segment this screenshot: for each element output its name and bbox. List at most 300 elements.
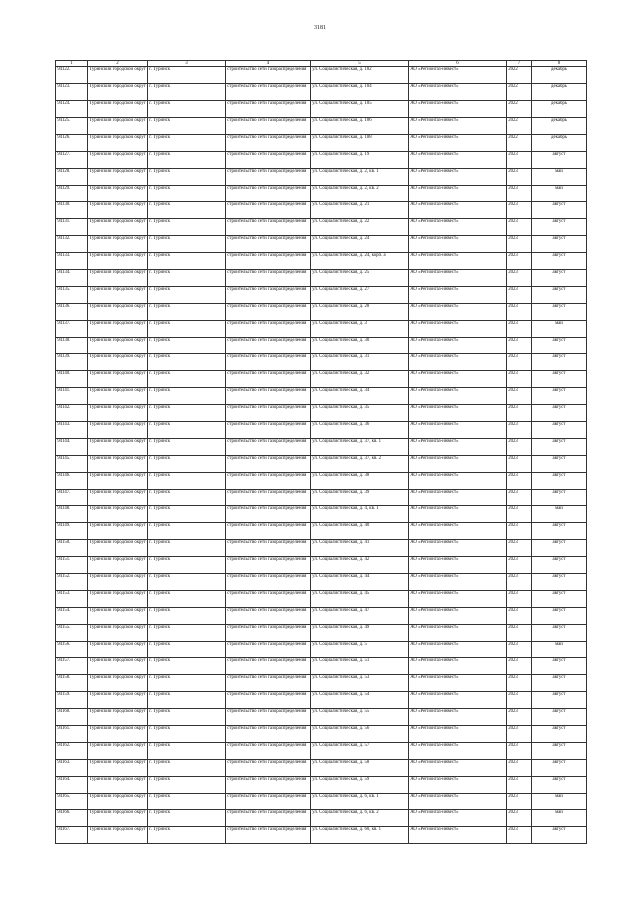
address-cell: ул. Социалистическая, д. 25 (311, 269, 409, 286)
municipality-cell: Туринский городской округ (88, 472, 148, 489)
address-cell: ул. Социалистическая, д. 55 (311, 709, 409, 726)
municipality-cell: Туринский городской округ (88, 523, 148, 540)
year-cell: 2023 (507, 455, 532, 472)
row-number-cell: 94141. (56, 388, 88, 405)
row-number-cell: 94126. (56, 134, 88, 151)
work-type-cell: строительство сети газораспределения (226, 742, 311, 759)
municipality-cell: Туринский городской округ (88, 776, 148, 793)
table-row (56, 185, 587, 202)
table-row (56, 253, 587, 270)
municipality-cell: Туринский городской округ (88, 303, 148, 320)
table-row (56, 624, 587, 641)
organization-cell: АО «Регионгаз-инвест» (409, 371, 507, 388)
work-type-cell: строительство сети газораспределения (226, 236, 311, 253)
year-cell: 2023 (507, 827, 532, 844)
organization-cell: АО «Регионгаз-инвест» (409, 303, 507, 320)
year-cell: 2023 (507, 658, 532, 675)
organization-cell: АО «Регионгаз-инвест» (409, 675, 507, 692)
month-cell: август (532, 303, 587, 320)
row-number-cell: 94142. (56, 405, 88, 422)
settlement-cell: г. Туринск (148, 286, 226, 303)
settlement-cell: г. Туринск (148, 84, 226, 101)
work-type-cell: строительство сети газораспределения (226, 776, 311, 793)
address-cell: ул. Социалистическая, д. 53 (311, 675, 409, 692)
month-cell: август (532, 337, 587, 354)
table-row (56, 151, 587, 168)
year-cell: 2023 (507, 472, 532, 489)
table-row (56, 675, 587, 692)
organization-cell: АО «Регионгаз-инвест» (409, 151, 507, 168)
settlement-cell: г. Туринск (148, 489, 226, 506)
settlement-cell: г. Туринск (148, 320, 226, 337)
year-cell: 2023 (507, 624, 532, 641)
address-cell: ул. Социалистическая, д. 3 (311, 320, 409, 337)
address-cell: ул. Социалистическая, д. 42 (311, 557, 409, 574)
work-type-cell: строительство сети газораспределения (226, 793, 311, 810)
row-number-cell: 94166. (56, 810, 88, 827)
row-number-cell: 94163. (56, 759, 88, 776)
address-cell: ул. Социалистическая, д. 44 (311, 574, 409, 591)
row-number-cell: 94159. (56, 692, 88, 709)
address-cell: ул. Социалистическая, д. 57 (311, 742, 409, 759)
organization-cell: АО «Регионгаз-инвест» (409, 320, 507, 337)
month-cell: август (532, 827, 587, 844)
organization-cell: АО «Регионгаз-инвест» (409, 168, 507, 185)
month-cell: декабрь (532, 134, 587, 151)
address-cell: ул. Социалистическая, д. 184 (311, 84, 409, 101)
address-cell: ул. Социалистическая, д. 19 (311, 151, 409, 168)
table-row (56, 422, 587, 439)
year-cell: 2023 (507, 489, 532, 506)
year-cell: 2022 (507, 84, 532, 101)
table-row (56, 269, 587, 286)
row-number-cell: 94144. (56, 438, 88, 455)
settlement-cell: г. Туринск (148, 692, 226, 709)
address-cell: ул. Социалистическая, д. 5 (311, 641, 409, 658)
table-row (56, 742, 587, 759)
work-type-cell: строительство сети газораспределения (226, 371, 311, 388)
municipality-cell: Туринский городской округ (88, 236, 148, 253)
year-cell: 2023 (507, 185, 532, 202)
address-cell: ул. Социалистическая, д. 39 (311, 489, 409, 506)
address-cell: ул. Социалистическая, д. 54 (311, 692, 409, 709)
settlement-cell: г. Туринск (148, 202, 226, 219)
work-type-cell: строительство сети газораспределения (226, 574, 311, 591)
municipality-cell: Туринский городской округ (88, 219, 148, 236)
address-cell: ул. Социалистическая, д. 49 (311, 624, 409, 641)
month-cell: август (532, 540, 587, 557)
municipality-cell: Туринский городской округ (88, 168, 148, 185)
year-cell: 2023 (507, 269, 532, 286)
work-type-cell: строительство сети газораспределения (226, 726, 311, 743)
month-cell: август (532, 523, 587, 540)
month-cell: август (532, 371, 587, 388)
work-type-cell: строительство сети газораспределения (226, 101, 311, 118)
municipality-cell: Туринский городской округ (88, 151, 148, 168)
work-type-cell: строительство сети газораспределения (226, 827, 311, 844)
row-number-cell: 94137. (56, 320, 88, 337)
month-cell: август (532, 675, 587, 692)
year-cell: 2023 (507, 320, 532, 337)
municipality-cell: Туринский городской округ (88, 759, 148, 776)
settlement-cell: г. Туринск (148, 438, 226, 455)
municipality-cell: Туринский городской округ (88, 590, 148, 607)
month-cell: август (532, 388, 587, 405)
row-number-cell: 94146. (56, 472, 88, 489)
address-cell: ул. Социалистическая, д. 182 (311, 67, 409, 84)
address-cell: ул. Социалистическая, д. 36 (311, 422, 409, 439)
work-type-cell: строительство сети газораспределения (226, 286, 311, 303)
settlement-cell: г. Туринск (148, 101, 226, 118)
table-row (56, 371, 587, 388)
work-type-cell: строительство сети газораспределения (226, 624, 311, 641)
table-row (56, 202, 587, 219)
year-cell: 2023 (507, 776, 532, 793)
row-number-cell: 94143. (56, 422, 88, 439)
row-number-cell: 94153. (56, 590, 88, 607)
table-row (56, 776, 587, 793)
year-cell: 2023 (507, 388, 532, 405)
row-number-cell: 94124. (56, 101, 88, 118)
address-cell: ул. Социалистическая, д. 37, кв. 2 (311, 455, 409, 472)
organization-cell: АО «Регионгаз-инвест» (409, 101, 507, 118)
year-cell: 2023 (507, 574, 532, 591)
work-type-cell: строительство сети газораспределения (226, 506, 311, 523)
gas-network-table (55, 60, 587, 844)
year-cell: 2023 (507, 354, 532, 371)
year-cell: 2023 (507, 371, 532, 388)
table-row (56, 236, 587, 253)
municipality-cell: Туринский городской округ (88, 320, 148, 337)
table-row (56, 405, 587, 422)
work-type-cell: строительство сети газораспределения (226, 388, 311, 405)
year-cell: 2023 (507, 253, 532, 270)
work-type-cell: строительство сети газораспределения (226, 658, 311, 675)
year-cell: 2023 (507, 793, 532, 810)
settlement-cell: г. Туринск (148, 624, 226, 641)
month-cell: май (532, 168, 587, 185)
month-cell: август (532, 607, 587, 624)
year-cell: 2023 (507, 759, 532, 776)
address-cell: ул. Социалистическая, д. 6, кв. 1 (311, 793, 409, 810)
municipality-cell: Туринский городской округ (88, 117, 148, 134)
settlement-cell: г. Туринск (148, 151, 226, 168)
settlement-cell: г. Туринск (148, 641, 226, 658)
settlement-cell: г. Туринск (148, 523, 226, 540)
settlement-cell: г. Туринск (148, 810, 226, 827)
table-row (56, 354, 587, 371)
row-number-cell: 94136. (56, 303, 88, 320)
address-cell: ул. Социалистическая, д. 4, кв. 1 (311, 506, 409, 523)
municipality-cell: Туринский городской округ (88, 793, 148, 810)
municipality-cell: Туринский городской округ (88, 489, 148, 506)
settlement-cell: г. Туринск (148, 168, 226, 185)
work-type-cell: строительство сети газораспределения (226, 709, 311, 726)
organization-cell: АО «Регионгаз-инвест» (409, 810, 507, 827)
settlement-cell: г. Туринск (148, 236, 226, 253)
settlement-cell: г. Туринск (148, 455, 226, 472)
settlement-cell: г. Туринск (148, 269, 226, 286)
organization-cell: АО «Регионгаз-инвест» (409, 489, 507, 506)
organization-cell: АО «Регионгаз-инвест» (409, 692, 507, 709)
table-row (56, 489, 587, 506)
month-cell: май (532, 641, 587, 658)
work-type-cell: строительство сети газораспределения (226, 320, 311, 337)
organization-cell: АО «Регионгаз-инвест» (409, 337, 507, 354)
work-type-cell: строительство сети газораспределения (226, 219, 311, 236)
settlement-cell: г. Туринск (148, 557, 226, 574)
address-cell: ул. Социалистическая, д. 40 (311, 523, 409, 540)
month-cell: август (532, 590, 587, 607)
address-cell: ул. Социалистическая, д. 34 (311, 388, 409, 405)
municipality-cell: Туринский городской округ (88, 742, 148, 759)
organization-cell: АО «Регионгаз-инвест» (409, 776, 507, 793)
municipality-cell: Туринский городской округ (88, 388, 148, 405)
table-row (56, 692, 587, 709)
organization-cell: АО «Регионгаз-инвест» (409, 84, 507, 101)
municipality-cell: Туринский городской округ (88, 675, 148, 692)
municipality-cell: Туринский городской округ (88, 286, 148, 303)
settlement-cell: г. Туринск (148, 337, 226, 354)
month-cell: май (532, 185, 587, 202)
year-cell: 2023 (507, 810, 532, 827)
year-cell: 2023 (507, 590, 532, 607)
organization-cell: АО «Регионгаз-инвест» (409, 134, 507, 151)
municipality-cell: Туринский городской округ (88, 422, 148, 439)
settlement-cell: г. Туринск (148, 117, 226, 134)
year-cell: 2023 (507, 692, 532, 709)
column-number-8: 8 (532, 61, 587, 67)
address-cell: ул. Социалистическая, д. 27 (311, 286, 409, 303)
settlement-cell: г. Туринск (148, 134, 226, 151)
address-cell: ул. Социалистическая, д. 24, корп. а (311, 253, 409, 270)
month-cell: август (532, 455, 587, 472)
month-cell: август (532, 726, 587, 743)
municipality-cell: Туринский городской округ (88, 726, 148, 743)
organization-cell: АО «Регионгаз-инвест» (409, 624, 507, 641)
year-cell: 2022 (507, 134, 532, 151)
municipality-cell: Туринский городской округ (88, 269, 148, 286)
month-cell: август (532, 776, 587, 793)
settlement-cell: г. Туринск (148, 793, 226, 810)
row-number-cell: 94157. (56, 658, 88, 675)
address-cell: ул. Социалистическая, д. 38 (311, 472, 409, 489)
address-cell: ул. Социалистическая, д. 31 (311, 354, 409, 371)
table-row (56, 438, 587, 455)
address-cell: ул. Социалистическая, д. 59 (311, 776, 409, 793)
month-cell: декабрь (532, 84, 587, 101)
organization-cell: АО «Регионгаз-инвест» (409, 202, 507, 219)
address-cell: ул. Социалистическая, д. 51 (311, 658, 409, 675)
row-number-cell: 94133. (56, 253, 88, 270)
organization-cell: АО «Регионгаз-инвест» (409, 658, 507, 675)
municipality-cell: Туринский городской округ (88, 506, 148, 523)
work-type-cell: строительство сети газораспределения (226, 607, 311, 624)
settlement-cell: г. Туринск (148, 371, 226, 388)
row-number-cell: 94158. (56, 675, 88, 692)
address-cell: ул. Социалистическая, д. 2, кв. 1 (311, 168, 409, 185)
municipality-cell: Туринский городской округ (88, 658, 148, 675)
month-cell: август (532, 557, 587, 574)
row-number-cell: 94138. (56, 337, 88, 354)
work-type-cell: строительство сети газораспределения (226, 641, 311, 658)
work-type-cell: строительство сети газораспределения (226, 489, 311, 506)
municipality-cell: Туринский городской округ (88, 574, 148, 591)
table-row (56, 658, 587, 675)
address-cell: ул. Социалистическая, д. 24 (311, 236, 409, 253)
month-cell: май (532, 506, 587, 523)
work-type-cell: строительство сети газораспределения (226, 84, 311, 101)
municipality-cell: Туринский городской округ (88, 810, 148, 827)
address-cell: ул. Социалистическая, д. 185 (311, 101, 409, 118)
table-row (56, 472, 587, 489)
month-cell: май (532, 320, 587, 337)
work-type-cell: строительство сети газораспределения (226, 168, 311, 185)
settlement-cell: г. Туринск (148, 574, 226, 591)
organization-cell: АО «Регионгаз-инвест» (409, 709, 507, 726)
municipality-cell: Туринский городской округ (88, 827, 148, 844)
table-row (56, 827, 587, 844)
month-cell: август (532, 405, 587, 422)
municipality-cell: Туринский городской округ (88, 557, 148, 574)
year-cell: 2023 (507, 641, 532, 658)
row-number-cell: 94127. (56, 151, 88, 168)
organization-cell: АО «Регионгаз-инвест» (409, 438, 507, 455)
column-number-7: 7 (507, 61, 532, 67)
settlement-cell: г. Туринск (148, 540, 226, 557)
month-cell: август (532, 422, 587, 439)
row-number-cell: 94147. (56, 489, 88, 506)
work-type-cell: строительство сети газораспределения (226, 303, 311, 320)
row-number-cell: 94164. (56, 776, 88, 793)
year-cell: 2023 (507, 506, 532, 523)
address-cell: ул. Социалистическая, д. 60, кв. 1 (311, 827, 409, 844)
settlement-cell: г. Туринск (148, 759, 226, 776)
table-row (56, 101, 587, 118)
work-type-cell: строительство сети газораспределения (226, 455, 311, 472)
settlement-cell: г. Туринск (148, 303, 226, 320)
year-cell: 2022 (507, 67, 532, 84)
organization-cell: АО «Регионгаз-инвест» (409, 422, 507, 439)
month-cell: август (532, 742, 587, 759)
table-row (56, 337, 587, 354)
month-cell: август (532, 286, 587, 303)
municipality-cell: Туринский городской округ (88, 101, 148, 118)
municipality-cell: Туринский городской округ (88, 641, 148, 658)
row-number-cell: 94132. (56, 236, 88, 253)
municipality-cell: Туринский городской округ (88, 354, 148, 371)
municipality-cell: Туринский городской округ (88, 337, 148, 354)
municipality-cell: Туринский городской округ (88, 134, 148, 151)
settlement-cell: г. Туринск (148, 776, 226, 793)
row-number-cell: 94162. (56, 742, 88, 759)
row-number-cell: 94156. (56, 641, 88, 658)
row-number-cell: 94122. (56, 67, 88, 84)
table-row (56, 557, 587, 574)
month-cell: август (532, 219, 587, 236)
organization-cell: АО «Регионгаз-инвест» (409, 726, 507, 743)
row-number-cell: 94167. (56, 827, 88, 844)
month-cell: август (532, 692, 587, 709)
organization-cell: АО «Регионгаз-инвест» (409, 827, 507, 844)
month-cell: август (532, 489, 587, 506)
month-cell: август (532, 269, 587, 286)
organization-cell: АО «Регионгаз-инвест» (409, 742, 507, 759)
organization-cell: АО «Регионгаз-инвест» (409, 185, 507, 202)
settlement-cell: г. Туринск (148, 506, 226, 523)
row-number-cell: 94129. (56, 185, 88, 202)
table-row (56, 793, 587, 810)
row-number-cell: 94150. (56, 540, 88, 557)
address-cell: ул. Социалистическая, д. 41 (311, 540, 409, 557)
organization-cell: АО «Регионгаз-инвест» (409, 759, 507, 776)
column-number-1: 1 (56, 61, 88, 67)
year-cell: 2022 (507, 101, 532, 118)
table-row (56, 540, 587, 557)
address-cell: ул. Социалистическая, д. 30 (311, 337, 409, 354)
table-row (56, 759, 587, 776)
work-type-cell: строительство сети газораспределения (226, 540, 311, 557)
organization-cell: АО «Регионгаз-инвест» (409, 405, 507, 422)
settlement-cell: г. Туринск (148, 827, 226, 844)
municipality-cell: Туринский городской округ (88, 371, 148, 388)
address-cell: ул. Социалистическая, д. 56 (311, 726, 409, 743)
municipality-cell: Туринский городской округ (88, 202, 148, 219)
organization-cell: АО «Регионгаз-инвест» (409, 574, 507, 591)
year-cell: 2023 (507, 337, 532, 354)
organization-cell: АО «Регионгаз-инвест» (409, 641, 507, 658)
work-type-cell: строительство сети газораспределения (226, 405, 311, 422)
address-cell: ул. Социалистическая, д. 45 (311, 590, 409, 607)
table-row (56, 219, 587, 236)
table-row (56, 84, 587, 101)
settlement-cell: г. Туринск (148, 709, 226, 726)
year-cell: 2023 (507, 726, 532, 743)
table-row (56, 709, 587, 726)
address-cell: ул. Социалистическая, д. 35 (311, 405, 409, 422)
table-row (56, 303, 587, 320)
column-number-5: 5 (311, 61, 409, 67)
work-type-cell: строительство сети газораспределения (226, 67, 311, 84)
settlement-cell: г. Туринск (148, 219, 226, 236)
address-cell: ул. Социалистическая, д. 47 (311, 607, 409, 624)
row-number-cell: 94128. (56, 168, 88, 185)
year-cell: 2023 (507, 557, 532, 574)
settlement-cell: г. Туринск (148, 742, 226, 759)
month-cell: август (532, 202, 587, 219)
table-row (56, 574, 587, 591)
organization-cell: АО «Регионгаз-инвест» (409, 523, 507, 540)
month-cell: декабрь (532, 117, 587, 134)
month-cell: декабрь (532, 101, 587, 118)
year-cell: 2023 (507, 422, 532, 439)
work-type-cell: строительство сети газораспределения (226, 185, 311, 202)
address-cell: ул. Социалистическая, д. 186 (311, 117, 409, 134)
settlement-cell: г. Туринск (148, 67, 226, 84)
table-row (56, 506, 587, 523)
year-cell: 2023 (507, 286, 532, 303)
row-number-cell: 94149. (56, 523, 88, 540)
address-cell: ул. Социалистическая, д. 188 (311, 134, 409, 151)
table-row (56, 286, 587, 303)
address-cell: ул. Социалистическая, д. 6, кв. 2 (311, 810, 409, 827)
table-row (56, 388, 587, 405)
year-cell: 2023 (507, 219, 532, 236)
work-type-cell: строительство сети газораспределения (226, 151, 311, 168)
organization-cell: АО «Регионгаз-инвест» (409, 236, 507, 253)
year-cell: 2023 (507, 405, 532, 422)
table-row (56, 523, 587, 540)
